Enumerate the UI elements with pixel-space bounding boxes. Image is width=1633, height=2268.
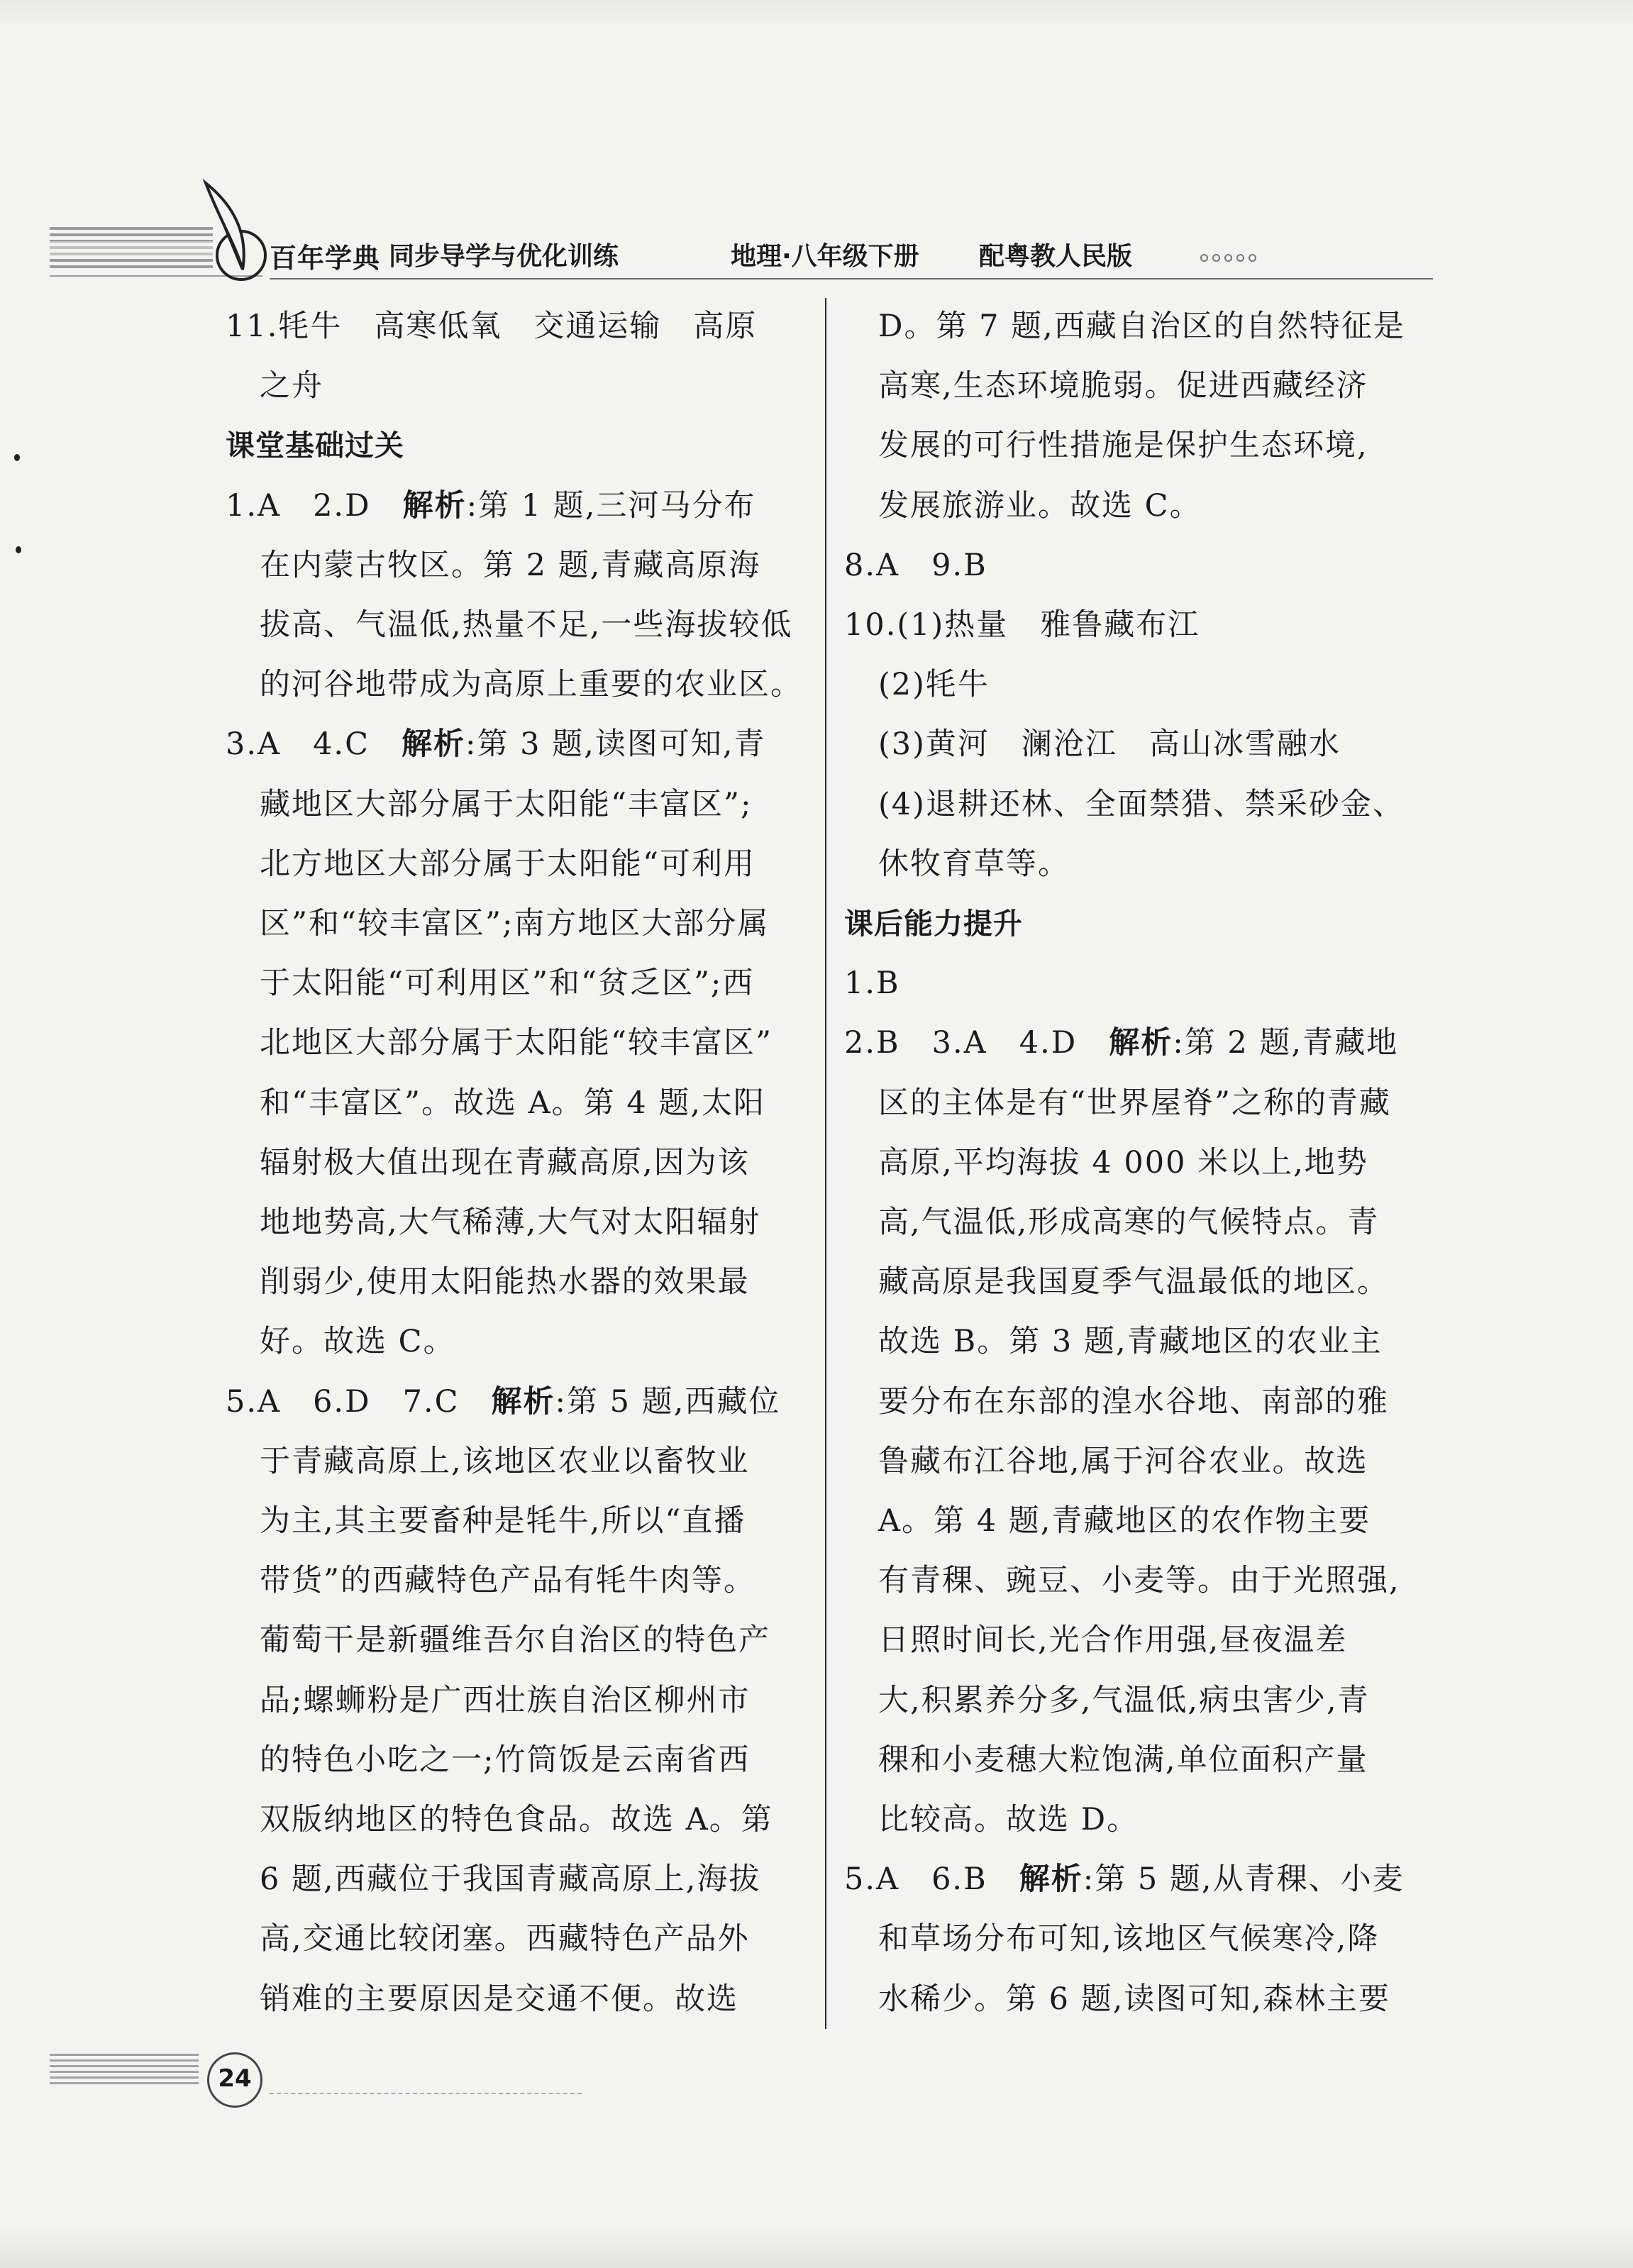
analysis-label: 解析 <box>402 487 467 524</box>
answer-line: 发展旅游业。故选 C。 <box>878 487 1202 524</box>
answer-line: 辐射极大值出现在青藏高原,因为该 <box>260 1144 750 1180</box>
answer-line: 日照时间长,光合作用强,昼夜温差 <box>878 1622 1348 1659</box>
answer-line: 和“丰富区”。故选 A。第 4 题,太阳 <box>260 1085 766 1121</box>
answer-choices: 5.A 6.B <box>844 1862 1019 1898</box>
answer-line: 稞和小麦穗大粒饱满,单位面积产量 <box>878 1742 1368 1778</box>
margin-mark <box>14 454 20 461</box>
answer-line: 藏地区大部分属于太阳能“丰富区”; <box>260 786 753 822</box>
answer-line: 藏高原是我国夏季气温最低的地区。 <box>878 1264 1389 1300</box>
answer-line: 区的主体是有“世界屋脊”之称的青藏 <box>878 1085 1391 1121</box>
answer-line: 11.牦牛 高寒低氧 交通运输 高原 <box>226 309 758 344</box>
answer-choices: 5.A 6.D 7.C <box>226 1383 492 1420</box>
header-stripes-decoration <box>50 227 213 270</box>
answer-line: (4)退耕还林、全面禁猎、禁采砂金、 <box>878 786 1405 822</box>
answer-line: 8.A 9.B <box>844 547 987 583</box>
answer-choices: 3.A 4.C <box>226 726 402 763</box>
header-series-title: 百年学典 <box>270 243 381 274</box>
page-number: 24 <box>218 2064 252 2093</box>
answer-line: 休牧育草等。 <box>878 846 1070 882</box>
page-edge-top <box>0 0 1633 28</box>
header-subtitle: 同步导学与优化训练 <box>389 242 619 271</box>
answer-line: 区”和“较丰富区”;南方地区大部分属 <box>260 906 770 941</box>
answer-line: 的河谷地带成为高原上重要的农业区。 <box>260 667 802 703</box>
answer-line: 鲁藏布江谷地,属于河谷农业。故选 <box>878 1443 1368 1479</box>
answer-line: 销难的主要原因是交通不便。故选 <box>260 1981 738 2017</box>
answer-line: 比较高。故选 D。 <box>878 1802 1139 1837</box>
answer-line: 故选 B。第 3 题,青藏地区的农业主 <box>878 1324 1383 1360</box>
answer-line: 北地区大部分属于太阳能“较丰富区” <box>260 1025 773 1061</box>
answer-line: (3)黄河 澜沧江 高山冰雪融水 <box>878 726 1341 763</box>
answer-line: 的特色小吃之一;竹筒饭是云南省西 <box>260 1742 751 1778</box>
answer-line: 1.B <box>844 966 900 1002</box>
answer-line <box>844 1854 1405 1904</box>
answer-line: 之舟 <box>260 368 323 404</box>
answer-line: 水稀少。第 6 题,读图可知,森林主要 <box>878 1981 1391 2017</box>
feather-quill-icon <box>192 177 270 284</box>
answer-line: 于太阳能“可利用区”和“贫乏区”;西 <box>260 966 755 1002</box>
answer-choices: 1.A 2.D <box>226 487 403 524</box>
answer-line <box>844 1018 1398 1068</box>
answer-line: 品;螺蛳粉是广西壮族自治区柳州市 <box>260 1682 751 1718</box>
answer-line: 有青稞、豌豆、小麦等。由于光照强, <box>878 1563 1400 1599</box>
answer-line: 高原,平均海拔 4 000 米以上,地势 <box>878 1144 1368 1180</box>
answer-line: (2)牦牛 <box>878 667 990 703</box>
header-subject: 地理·八年级下册 <box>731 242 919 271</box>
analysis-label: 解析 <box>402 726 466 763</box>
answer-line: 大,积累养分多,气温低,病虫害少,青 <box>878 1682 1370 1718</box>
footer-stripes-decoration <box>50 2054 199 2085</box>
answer-line: 发展的可行性措施是保护生态环境, <box>878 428 1368 464</box>
answer-line <box>226 1377 780 1427</box>
answer-line: 于青藏高原上,该地区农业以畜牧业 <box>260 1443 750 1479</box>
answer-line: 为主,其主要畜种是牦牛,所以“直播 <box>260 1503 746 1539</box>
answer-line: 好。故选 C。 <box>260 1324 455 1360</box>
answer-line: 葡萄干是新疆维吾尔自治区的特色产 <box>260 1622 770 1659</box>
analysis-text: :第 5 题,从青稞、小麦 <box>1083 1862 1405 1898</box>
section-heading: 课堂基础过关 <box>226 428 404 463</box>
answer-line: 北方地区大部分属于太阳能“可利用 <box>260 846 755 882</box>
answer-line: 高,气温低,形成高寒的气候特点。青 <box>878 1205 1380 1240</box>
answer-line: 拔高、气温低,热量不足,一些海拔较低 <box>260 607 793 643</box>
header-dots-decoration <box>1200 254 1256 262</box>
answer-line: 6 题,西藏位于我国青藏高原上,海拔 <box>260 1862 761 1898</box>
answer-choices: 2.B 3.A 4.D <box>844 1025 1109 1061</box>
answer-line: 地地势高,大气稀薄,大气对太阳辐射 <box>260 1205 761 1240</box>
analysis-text: :第 1 题,三河马分布 <box>466 487 756 524</box>
analysis-label: 解析 <box>1109 1025 1173 1061</box>
answer-line: 和草场分布可知,该地区气候寒冷,降 <box>878 1921 1380 1957</box>
analysis-text: :第 3 题,读图可知,青 <box>465 726 766 763</box>
footer-dashed-rule <box>270 2093 582 2094</box>
analysis-text: :第 2 题,青藏地 <box>1173 1025 1399 1061</box>
section-heading: 课后能力提升 <box>844 907 1023 941</box>
answer-line: 要分布在东部的湟水谷地、南部的雅 <box>878 1383 1389 1420</box>
answer-line <box>226 719 766 769</box>
answer-line: 削弱少,使用太阳能热水器的效果最 <box>260 1264 750 1300</box>
answer-line: D。第 7 题,西藏自治区的自然特征是 <box>878 309 1405 344</box>
analysis-text: :第 5 题,西藏位 <box>555 1383 781 1420</box>
answer-line: 高,交通比较闭塞。西藏特色产品外 <box>260 1921 750 1957</box>
answer-line: 10.(1)热量 雅鲁藏布江 <box>844 607 1200 643</box>
answer-line: A。第 4 题,青藏地区的农作物主要 <box>878 1503 1371 1539</box>
answer-line: 双版纳地区的特色食品。故选 A。第 <box>260 1802 773 1837</box>
answer-line: 在内蒙古牧区。第 2 题,青藏高原海 <box>260 547 761 583</box>
answer-line <box>226 481 755 531</box>
column-divider <box>825 298 826 2029</box>
header-edition: 配粤教人民版 <box>979 242 1133 271</box>
analysis-label: 解析 <box>491 1383 555 1420</box>
answer-line: 带货”的西藏特色产品有牦牛肉等。 <box>260 1563 755 1599</box>
page-edge-bottom <box>0 2225 1633 2268</box>
margin-mark <box>16 546 21 553</box>
header-rule <box>270 278 1433 280</box>
analysis-label: 解析 <box>1019 1862 1083 1898</box>
answer-line: 高寒,生态环境脆弱。促进西藏经济 <box>878 368 1368 404</box>
